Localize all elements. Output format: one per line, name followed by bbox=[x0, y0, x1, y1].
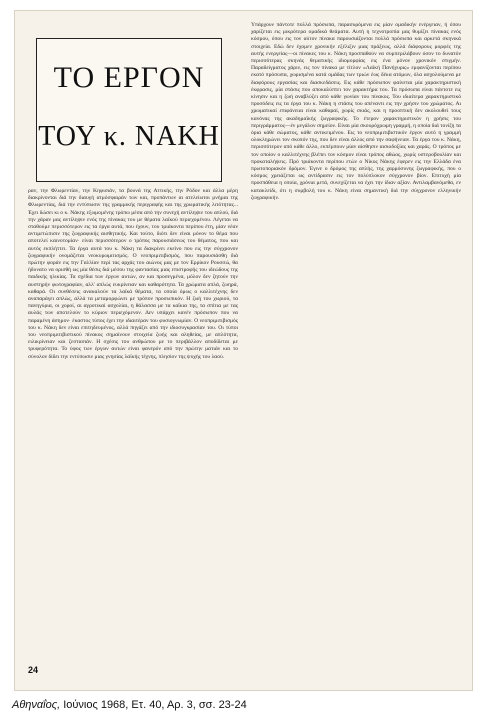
article-title-line-2: ΤΟΥ κ. ΝΑΚΗ bbox=[38, 121, 220, 152]
page-number: 24 bbox=[28, 665, 39, 675]
title-box bbox=[36, 38, 222, 182]
left-text-column bbox=[28, 188, 238, 648]
left-column-text: ραν, την Φλωρεντίαν, την Κηφισιάν, τα βουνά της Αττικής, την Ρόδον και άλλα μέρη διακρίνονται διά την διαυγή ατμόσφαιράν των και, προπάντων αι ατελείωτοι μνήμαι της Φλωρεντίας, διά την εντύπωσιν της γραμμικής περιγραφής και της χρωματικής λιτότητας... Έχει δώσει κι ο κ. Νάκης εξωμομένης τρόπω μέσα από την συνεχή αντίληψιν του απλού, διά την χάραν μας αντίληψιν ενός της πίνακας του με θέματα λαϊκού περιεχομένου. Λέγεται να σταθούμε περισσότερον εις τα έργα αυτά, που έχουν, του τριάκοντα περίπου έτη, μίαν νέαν αντιμετώπισιν της ζωγραφικής αισθητικής. Και τούτο, διότι δεν είναι μόνον το θέμα που αποτελεί καινοτομίαν· είναι περισσότερον ο τρόπος παρουσιάσεως του θέματος, που και αυτός εκπλήττει. Τα έργα αυτά του κ. Νάκη τα διακρίνει εκείνο που εις την σύγχρονον ζωγραφικήν ονομάζεται νεοκυρωμιτισμός. Ο νεοπριμιτιβισμός, που παρουσιάσθη διά πρώτην φοράν εις την Γαλλίαν περί τας αρχάς του αιώνος μας με τον Ερρίκον Ρουσσώ, θα ήδυνατο να ορισθή ως μία θέσις διά μέσου της φαντασίας μιας επιστροφής του ιδεώδους της παιδικής ηλικίας. Τα σχέδια των έργων αυτών, αν και προσεγμένα, μόλον δεν ζητούν την αυστηρήν φωτογραφίαν, αλλ' απλώς ευκρίνειαν και καθαρότητα. Τα χρώματα απλά, ζωηρά, καθαρά. Οι συνθέσεις ανακαλούν τα λαϊκά θέματα, τα οποία όμως ο καλλιτέχνης δεν αναπαράγει απλώς, αλλά τα μεταμορφώνει με τρόπον προσωπικόν. Η ζωή του χωριού, τα πανηγύρια, οι χοροί, αι αγροτικαί ασχολίαι, η θάλασσα με τα καΐκια της, τα σπίτια με τας αυλάς των αποτελούν το κύριον περιεχόμενον. Δεν υπάρχει κανέν πρόσωπον που να παραμένη άσημον· έκαστος τύπος έχει την ιδιαιτέραν του φυσιογνωμίαν. Ο νεοπριμιτιβισμός του κ. Νάκη δεν είναι επιτηδευμένος, αλλά πηγάζει από την ιδιοσυγκρασίαν του. Οι τύποι του νεοπριμιτιβιστικού πίνακος σημαίνουν στοιχεία ζωής και αληθείας, με απλότητα, ειλικρίνειαν και ζεστασιάν. Η σχέσις του ανθρώπου με το περιβάλλον αποδίδεται με τρυφερότητα. Το ύφος των έργων αυτών είναι φανερόν από την πρώτην ματιάν και το σύνολον δίδει την εντύπωσιν μιας γνησίας λαϊκής τέχνης, πλησίον της ψυχής του λαού. bbox=[28, 188, 238, 360]
right-column-text: Υπάρχουν πάντοτε πολλά πρόσωπα, παρασυρόμενα εις μίαν ομαδικήν ενέργειαν, ή όπου χαρίζεται εις μικρότερα ομαδικά θεάματα. Αυτή η τεχνοτροπία μας θυμίζει πίνακας ενός κόσμου, όπου εις τον αύτον πίνακα παρουσιάζονται πολλά πρόσωπα και αρκετά σκηνικά στοιχεία. Εδώ δεν έχομεν χρονικήν εξέλιξιν μιας πράξεως, αλλά διάφορους μορφές της αυτής ενεργείας—οι πίνακες του κ. Νάκη προσπαθούν να συμπεριλάβουν όσον το δυνατόν περισσότερας σκηνάς θεματικής ιδιομορφίας εις ένα μόνον χρονικόν στιγμήν. Παραδείγματος χάριν, εις τον πίνακα με τίτλον «Λαϊκή Πανήγυρις» εμφανίζονται περίπου εκατό πρόσωπα, χωρισμένα κατά ομάδας των τριών έως δέκα ατόμων, όλα ασχολούμενα με διαφόρους εργασίας και διασκεδάσεις. Εις κάθε πρόσωπον φαίνεται μία χαρακτηριστική έκφρασις, μία στάσις που αποκαλύπτει τον χαρακτήρα του. Τα πρόσωπα είναι πάντοτε εις κίνησιν και η ζωή αναβλύζει από κάθε γωνίαν του πίνακος. Του ιδιαίτερα χαρακτηριστικό προσόδεις εις τα έργα του κ. Νάκη η στάσις του απέναντι εις την χρήσιν του χρώματος. Αι χρωματικαί επιφάνειαι είναι καθαραί, χωρίς σκιάς, και η προοπτική δεν ακολουθεί τους κανόνας της ακαδημαϊκής ζωγραφικής. Το έτερον χαρακτηριστικόν η χρήσις του περιγράμματος—έν μεγάλον σημείον. Είναι μία σκουρόχρωμη γραμμή, η οποία διά τονίζη τα όρια κάθε σώματος, κάθε αντικειμένου. Εις το νεοπριμιτιβιστικόν έργον αυτό η γραμμή ολοκληρώνει τον σκοπόν της, που δεν είναι άλλος από την σαφήνειαν. Τα έργα του κ. Νάκη, περισσότερον από κάθε άλλο, εκπέμπουν μίαν αίσθησιν αισιοδοξίας και χαράς. Ο τρόπος με τον οποίον ο καλλιτέχνης βλέπει τον κόσμον είναι τρόπος αθώος, χωρίς υστεροβουλίαν και προκαταλήψεις. Πρό τριάκοντα περίπου ετών ο Νίκος Νάκης έφερεν εις την Ελλάδα ένα πρωτοποριακόν δρόμον. Έγινε ο δρόμος της απλής, της χαρμόσυνης ζωγραφικής, που ο κόσμος χρειάζεται ως αντίδρασιν εις τον πολύπλοκον σύγχρονον βίον. Επιτυχή μία προσπάθεια η οποία, χρόνια μετά, συνεχίζεται να έχει την ίδιαν αξίαν. Αντιλαμβανόμεθα, εν κατακλείδι, ότι η συμβολή του κ. Νάκη είναι σημαντική διά την σύγχρονον ελληνικήν ζωγραφικήν. bbox=[251, 22, 461, 201]
caption-journal: Αθηναΐος, bbox=[12, 699, 61, 711]
magazine-page bbox=[14, 10, 473, 691]
source-caption bbox=[12, 699, 247, 711]
caption-details: Ιούνιος 1968, Ετ. 40, Αρ. 3, σσ. 23-24 bbox=[60, 699, 247, 711]
right-text-column bbox=[251, 22, 461, 652]
article-title-line-1: ΤΟ ΕΡΓΟΝ bbox=[53, 61, 205, 94]
